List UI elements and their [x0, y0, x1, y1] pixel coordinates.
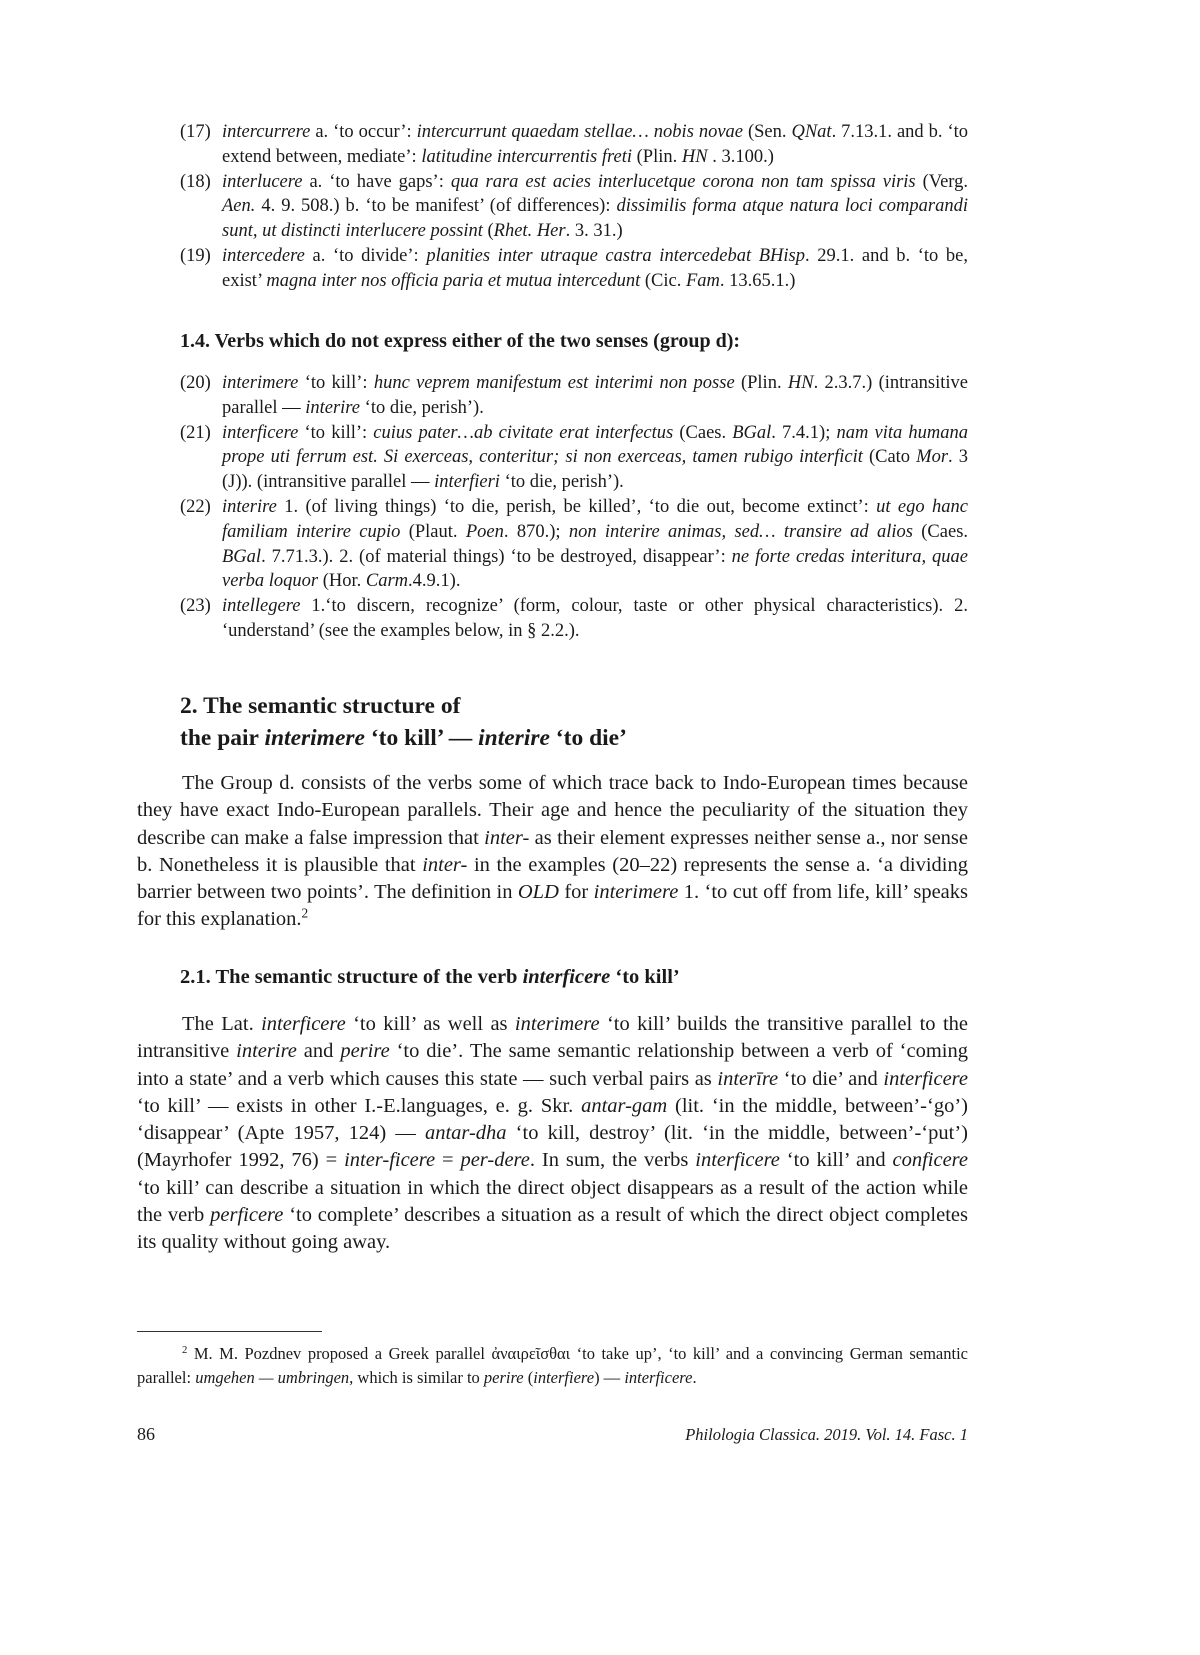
text-run: ‘to kill’ can describe a situation in which the direct object disappears as a result of the action while the verb: [137, 1176, 968, 1227]
item-number: (21): [180, 422, 211, 443]
text-run: . 3 (J)). (intransitive parallel —: [222, 447, 969, 493]
text-run: ‘to die’: [549, 725, 627, 751]
item-number: (19): [180, 245, 211, 266]
text-run: ‘to kill’ and: [779, 1149, 893, 1172]
italic-text: interficere: [695, 1149, 780, 1172]
italic-text: intercedere: [222, 245, 305, 266]
italic-text: interire: [222, 496, 277, 517]
italic-text: interire: [478, 725, 550, 751]
list-item: [180, 495, 968, 594]
italic-text: interficere: [261, 1013, 346, 1035]
text-run: a. ‘to occur’:: [310, 122, 417, 142]
italic-text: umgehen — umbringen,: [195, 1368, 354, 1387]
text-run: (Plaut.: [400, 521, 466, 542]
italic-text: perire: [483, 1368, 524, 1387]
text-run: ) —: [594, 1368, 625, 1387]
italic-text: interficere: [222, 422, 299, 443]
item-text: [222, 170, 968, 244]
text-run: =: [435, 1149, 461, 1172]
list-item: [180, 170, 968, 244]
text-run: . 3. 31.): [565, 221, 623, 242]
text-run: ‘to kill, destroy’ (lit. ‘in the middle, between’-‘put’) (Mayrhofer 1992, 76) =: [137, 1122, 968, 1172]
text-run: . 2.3.7.) (intransitive parallel —: [222, 373, 968, 418]
text-run: .: [692, 1368, 697, 1387]
page-number: 86: [137, 1424, 155, 1444]
italic-text: dissimilis forma atque natura loci comparandi sunt, ut distincti interlucere possint: [222, 196, 968, 242]
text-run: ‘to die, perish’).: [499, 472, 624, 493]
italic-text: inter-ficere: [344, 1149, 436, 1172]
text-run: ‘to kill’ —: [364, 725, 479, 751]
text-run: 2.1. The semantic structure of the verb: [180, 966, 523, 988]
text-run: which is similar to: [353, 1368, 484, 1387]
text-run: 1. (of living things) ‘to die, perish, be killed’, ‘to die out, become extinct’:: [276, 496, 877, 517]
item-text: [222, 495, 968, 594]
example-list-group-d: [180, 371, 968, 644]
list-item: [180, 244, 968, 294]
italic-text: BGal: [222, 546, 262, 567]
text-run: 1.‘to discern, recognize’ (form, colour, taste or other physical characteristics). 2. ‘understand’ (see the examples below, in § 2.2.).: [222, 596, 968, 641]
italic-text: perire: [340, 1040, 390, 1063]
italic-text: interficere: [883, 1067, 968, 1090]
text-run: (Plin.: [632, 146, 682, 167]
italic-text: interimere: [593, 881, 679, 904]
text-run: ‘to kill’ as well as: [345, 1013, 515, 1035]
text-run: ‘to complete’ describes a situation as a result of which the direct object completes its quality without going away.: [137, 1204, 968, 1254]
italic-text: Mor: [916, 447, 949, 468]
italic-text: Carm: [365, 571, 409, 592]
example-list-top: [180, 120, 968, 294]
list-item: [180, 371, 968, 421]
text-run: in the examples (20–22) represents the sense a. ‘a dividing barrier between two points’. The definition in: [137, 853, 968, 904]
italic-text: inter-: [484, 826, 530, 849]
item-text: [222, 120, 968, 170]
text-run: . 3.100.): [707, 146, 774, 167]
item-text: [222, 421, 968, 495]
item-number: (17): [180, 122, 211, 142]
italic-text: interlucere: [222, 171, 303, 192]
footnote-marker: 2: [182, 1344, 188, 1357]
text-run: 2. The semantic structure of: [180, 693, 461, 719]
text-run: as their element expresses neither sense a., nor sense b. Nonetheless it is plausible that: [137, 826, 968, 876]
italic-text: interfieri: [434, 472, 500, 493]
item-text: [222, 244, 968, 294]
text-run: ‘to kill’ builds the transitive parallel to the intransitive: [137, 1013, 968, 1063]
text-run: the pair: [180, 725, 265, 751]
italic-text: interimere: [514, 1013, 600, 1035]
italic-text: OLD: [517, 881, 559, 904]
text-run: ‘to kill’:: [298, 373, 374, 393]
list-item: [180, 120, 968, 170]
italic-text: cuius pater…ab civitate erat interfectus: [373, 422, 674, 443]
paragraph-group-d: [137, 770, 968, 934]
italic-text: Rhet. Her: [493, 221, 566, 242]
text-run: .4.9.1).: [408, 571, 461, 592]
item-text: [222, 371, 968, 421]
text-run: (Caes.: [673, 422, 733, 443]
section-heading-1-4: 1.4. Verbs which do not express either of the two senses (group d):: [180, 330, 741, 352]
text-run: ‘to kill’: [610, 966, 680, 988]
italic-text: antar-dha: [424, 1122, 507, 1145]
text-run: . 13.65.1.): [719, 270, 796, 291]
text-run: ‘to die’ and: [778, 1067, 884, 1090]
italic-text: non interire animas, sed… transire ad alios: [568, 521, 913, 542]
italic-text: latitudine intercurrentis freti: [421, 146, 632, 167]
italic-text: per-dere: [460, 1149, 530, 1172]
italic-text: magna inter nos officia paria et mutua intercedunt: [266, 270, 641, 291]
text-run: (Verg.: [915, 171, 968, 192]
text-run: ‘to die’. The same semantic relationship between a verb of ‘coming into a state’ and a verb which causes this state — such verbal pairs as: [137, 1040, 969, 1090]
text-run: M. M. Pozdnev proposed a Greek parallel ἀναιρεῖσθαι ‘to take up’, ‘to kill’ and a convincing German semantic parallel:: [137, 1344, 968, 1387]
section-heading-2: [180, 690, 627, 754]
item-number: (22): [180, 496, 211, 517]
italic-text: interire: [305, 397, 361, 418]
text-run: ‘to die, perish’).: [360, 397, 484, 418]
italic-text: intercurrunt quaedam stellae… nobis novae: [416, 122, 744, 142]
text-run: . 7.13.1. and b. ‘to extend between, mediate’:: [222, 122, 968, 167]
italic-text: perficere: [210, 1204, 284, 1227]
text-run: 4. 9. 508.) b. ‘to be manifest’ (of differences):: [255, 196, 617, 217]
text-run: (: [482, 221, 494, 242]
text-run: ‘to kill’ — exists in other I.-E.languages, e. g. Skr.: [137, 1094, 582, 1117]
text-run: (Cato: [862, 447, 917, 468]
text-run: (Cic.: [640, 270, 686, 291]
paragraph-interficere: [137, 1011, 968, 1257]
italic-text: qua rara est acies interlucetque corona non tam spissa viris: [450, 171, 916, 192]
text-run: ‘to kill’:: [298, 422, 374, 443]
text-run: (lit. ‘in the middle, between’-‘go’) ‘disappear’ (Apte 1957, 124) —: [137, 1094, 968, 1145]
list-item: [180, 421, 968, 495]
text-run: (: [523, 1368, 534, 1387]
text-run: a. ‘to divide’:: [304, 245, 427, 266]
item-number: (23): [180, 596, 211, 617]
text-run: . 7.71.3.). 2. (of material things) ‘to be destroyed, disappear’:: [261, 546, 732, 567]
text-run: 1. ‘to cut off from life, kill’ speaks for this explanation.: [137, 881, 969, 931]
text-run: (Hor.: [318, 571, 366, 592]
italic-text: Fam: [686, 270, 720, 291]
italic-text: interficere: [624, 1368, 693, 1387]
text-run: . 29.1. and b. ‘to be, exist’: [222, 245, 968, 291]
italic-text: intercurrere: [222, 122, 311, 142]
italic-text: interire: [236, 1040, 297, 1063]
italic-text: hunc veprem manifestum est interimi non posse: [373, 373, 735, 393]
italic-text: planities inter utraque castra intercedebat BHisp: [426, 245, 805, 266]
text-run: for: [558, 881, 594, 904]
text-run: (Caes.: [912, 521, 969, 542]
text-run: (Plin.: [734, 373, 788, 393]
italic-text: nam vita humana prope uti ferrum est. Si exerceas, conteritur; si non exerceas, tamen rubigo interficit: [222, 422, 968, 468]
italic-text: BGal: [732, 422, 772, 443]
footnote-2: [137, 1342, 968, 1390]
italic-text: inter-: [422, 853, 468, 876]
italic-text: HN: [787, 373, 814, 393]
italic-text: interficere: [522, 966, 611, 988]
list-item: [180, 594, 968, 644]
item-number: (18): [180, 171, 211, 192]
footnote-marker: 2: [301, 906, 309, 922]
italic-text: interfiere: [533, 1368, 595, 1387]
text-run: a. ‘to have gaps’:: [302, 171, 451, 192]
italic-text: antar-gam: [581, 1094, 668, 1117]
italic-text: interimere: [222, 373, 299, 393]
italic-text: interīre: [717, 1067, 779, 1090]
italic-text: Poen: [465, 521, 504, 542]
text-run: The Lat.: [182, 1013, 262, 1035]
italic-text: interimere: [264, 725, 365, 751]
text-run: . In sum, the verbs: [529, 1149, 696, 1172]
italic-text: Aen.: [222, 196, 256, 217]
italic-text: conficere: [892, 1149, 968, 1172]
italic-text: QNat: [791, 122, 832, 142]
item-number: (20): [180, 373, 211, 393]
item-text: [222, 594, 968, 644]
text-run: . 870.);: [503, 521, 569, 542]
section-heading-2-1: [180, 966, 680, 989]
italic-text: HN: [681, 146, 708, 167]
italic-text: ne forte credas interitura, quae verba loquor: [222, 546, 968, 592]
running-footer: Philologia Classica. 2019. Vol. 14. Fasc. 1: [685, 1425, 968, 1444]
text-run: . 7.4.1);: [771, 422, 837, 443]
text-run: The Group d. consists of the verbs some of which trace back to Indo-European times because they have exact Indo-European parallels. Their age and hence the peculiarity of the situation they describe can make a false impression that: [137, 772, 968, 849]
italic-text: ut ego hanc familiam interire cupio: [222, 496, 968, 542]
footnote-rule: [137, 1331, 322, 1332]
text-run: (Sen.: [743, 122, 792, 142]
italic-text: intellegere: [222, 596, 301, 617]
text-run: and: [296, 1040, 341, 1063]
